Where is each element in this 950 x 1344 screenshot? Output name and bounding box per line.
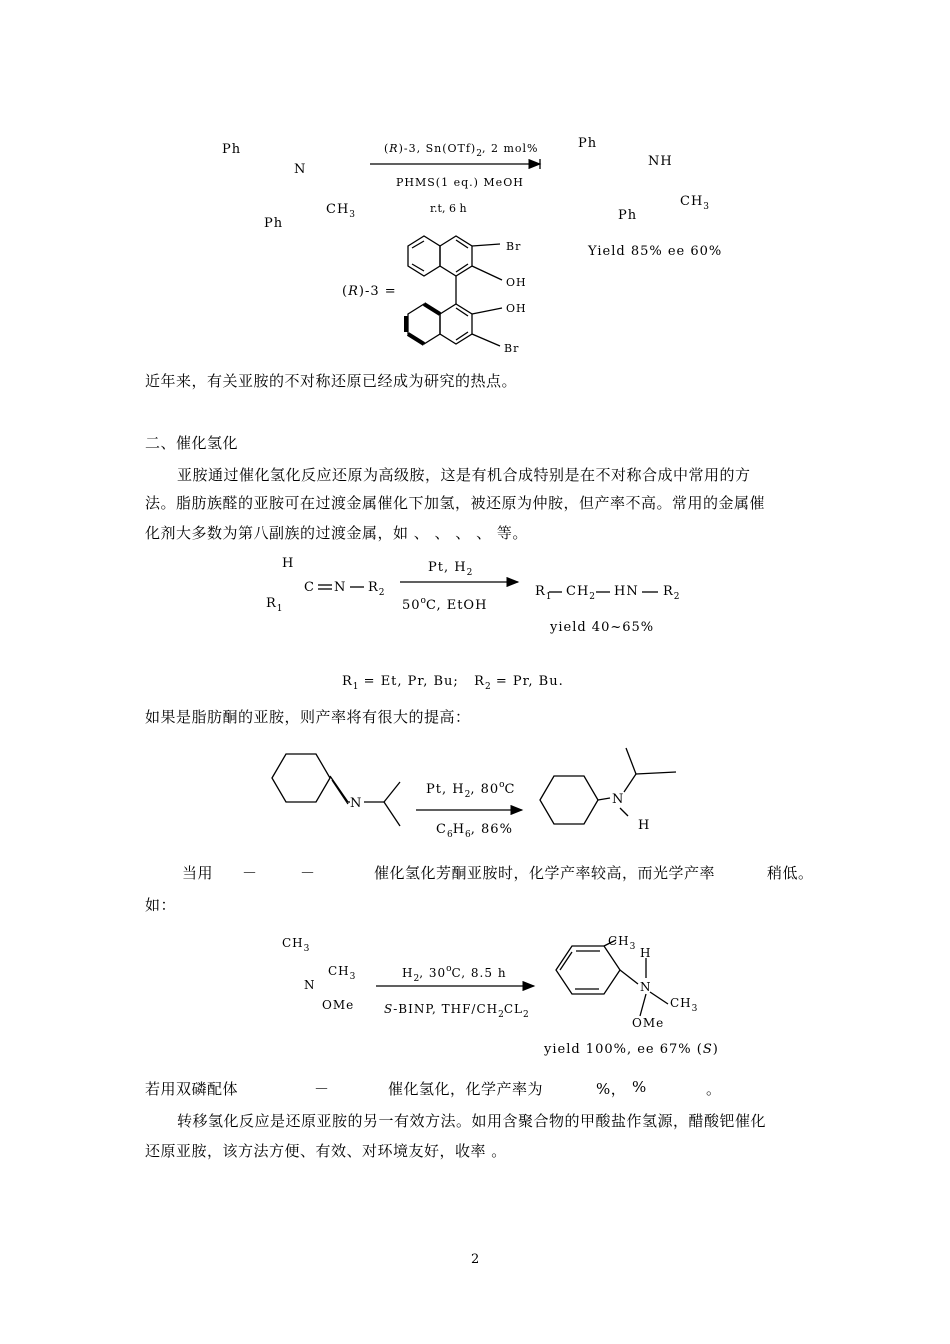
product-ph-top: Ph bbox=[578, 136, 598, 151]
paragraph-6-line-1: 转移氢化反应是还原亚胺的另一有效方法。如用含聚合物的甲酸盐作氢源，醋酸钯催化 bbox=[177, 1112, 767, 1130]
paragraph-5-b: － bbox=[314, 1080, 330, 1098]
s3-n-left: N bbox=[350, 796, 363, 811]
s3-arrow-bottom: $C_6H_6$, 86% bbox=[436, 822, 513, 840]
paragraph-5-f: 。 bbox=[706, 1080, 722, 1098]
s2-product-hn: HN bbox=[614, 584, 639, 599]
s2-c: C bbox=[304, 580, 315, 595]
s3-arrow-top: Pt, $H_2$, 80$^o$C bbox=[426, 780, 516, 800]
arrow1-bottom-label: PHMS(1 eq.) MeOH bbox=[396, 176, 524, 189]
s4-product-ch3-ring: $CH_3$ bbox=[608, 934, 636, 952]
reactant-n: N bbox=[294, 162, 307, 177]
paragraph-4-d: 催化氢化芳酮亚胺时，化学产率较高，而光学产率 bbox=[374, 864, 716, 882]
paragraph-4-a: 当用 bbox=[182, 864, 214, 882]
paragraph-2-line-3: 化剂大多数为第八副族的过渡金属，如 、 、 、 、 等。 bbox=[145, 524, 528, 542]
s2-r1: $R_1$ bbox=[266, 596, 283, 614]
s4-product-n: N bbox=[640, 980, 652, 994]
paragraph-5-d: %， bbox=[596, 1080, 627, 1098]
paragraph-2-line-1: 亚胺通过催化氢化反应还原为高级胺，这是有机合成特别是在不对称合成中常用的方 bbox=[177, 466, 751, 484]
arrow1-bottom-label2: r.t, 6 h bbox=[430, 202, 467, 215]
cyclohexane-left bbox=[272, 754, 330, 802]
paragraph-4-e: 稍低。 bbox=[767, 864, 814, 882]
benzene-ring bbox=[556, 946, 620, 994]
s2-n: N bbox=[334, 580, 347, 595]
s4-arrow-bottom: S-BINP, THF/$CH_2CL_2$ bbox=[384, 1002, 529, 1020]
s2-arrow-top: Pt, $H_2$ bbox=[428, 560, 473, 578]
product-ch3: $CH_3$ bbox=[680, 194, 710, 212]
s2-product-ch2: $CH_2$ bbox=[566, 584, 596, 602]
s4-arrow-top: $H_2$, 30$^o$C, 8.5 h bbox=[402, 964, 507, 984]
s4-n: N bbox=[304, 978, 316, 992]
product-nh: NH bbox=[648, 154, 673, 169]
binol-br-bottom: Br bbox=[504, 342, 520, 355]
binol-structure bbox=[406, 236, 502, 346]
s4-product-ch3: $CH_3$ bbox=[670, 996, 698, 1014]
s2-h: H bbox=[282, 556, 295, 571]
s2-yield: yield 40~65% bbox=[550, 620, 655, 635]
paragraph-4-c: － bbox=[300, 864, 316, 882]
scheme1-result: Yield 85% ee 60% bbox=[588, 244, 723, 259]
s2-product-r2: $R_2$ bbox=[663, 584, 680, 602]
reactant-ch3: $CH_3$ bbox=[326, 202, 356, 220]
paragraph-6-line-2: 还原亚胺，该方法方便、有效、对环境友好，收率 。 bbox=[145, 1142, 507, 1160]
page-number: 2 bbox=[471, 1252, 481, 1267]
s2-substituents: $R_1 = Et$, Pr, Bu; $R_2 = Pr$, Bu. bbox=[342, 674, 564, 692]
s4-result: yield 100%, ee 67% (S) bbox=[544, 1042, 719, 1057]
s2-arrow-bottom: 50$^o$C, EtOH bbox=[402, 596, 488, 613]
s4-ch3-top: $CH_3$ bbox=[282, 936, 310, 954]
paragraph-1: 近年来，有关亚胺的不对称还原已经成为研究的热点。 bbox=[145, 372, 518, 390]
s2-r2: $R_2$ bbox=[368, 580, 385, 598]
s4-product-h: H bbox=[640, 946, 652, 960]
s3-h-right: H bbox=[638, 818, 651, 833]
reactant-ph-bottom: Ph bbox=[264, 216, 284, 231]
s4-ome: OMe bbox=[322, 998, 355, 1012]
binol-br-top: Br bbox=[506, 240, 522, 253]
paragraph-4-b: － bbox=[242, 864, 258, 882]
paragraph-5-a: 若用双磷配体 bbox=[145, 1080, 239, 1098]
binol-oh-top: OH bbox=[506, 276, 527, 289]
s2-product-r1: $R_1$ bbox=[535, 584, 552, 602]
catalyst-label: (R)-3 = bbox=[342, 284, 397, 299]
paragraph-5-c: 催化氢化，化学产率为 bbox=[388, 1080, 544, 1098]
s4-product-ome: OMe bbox=[632, 1016, 665, 1030]
paragraph-3: 如果是脂肪酮的亚胺，则产率将有很大的提高： bbox=[145, 708, 471, 726]
binol-oh-bottom: OH bbox=[506, 302, 527, 315]
reactant-ph-top: Ph bbox=[222, 142, 242, 157]
s4-ch3-mid: $CH_3$ bbox=[328, 964, 356, 982]
section-heading: 二、催化氢化 bbox=[145, 434, 239, 452]
paragraph-2-line-2: 法。脂肪族醛的亚胺可在过渡金属催化下加氢，被还原为仲胺，但产率不高。常用的金属催 bbox=[145, 494, 766, 512]
arrow1-top-label: (R)-3, $Sn(OTf)_2$, 2 mol% bbox=[384, 142, 539, 159]
s3-n-right: N bbox=[612, 792, 625, 807]
cyclohexane-right bbox=[540, 776, 598, 824]
paragraph-5-e: % bbox=[632, 1078, 647, 1096]
paragraph-4-line-2: 如： bbox=[145, 896, 177, 914]
product-ph-bottom: Ph bbox=[618, 208, 638, 223]
